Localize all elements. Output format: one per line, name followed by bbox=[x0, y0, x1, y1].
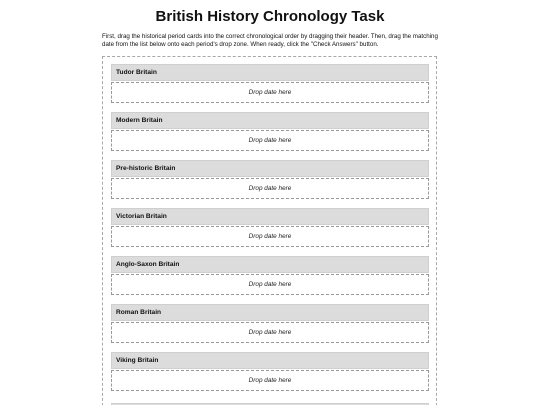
period-cards-container bbox=[102, 56, 437, 405]
period-card-header[interactable]: Tudor Britain bbox=[111, 64, 429, 81]
period-card-header[interactable]: Anglo-Saxon Britain bbox=[111, 256, 429, 273]
period-card-prehistoric bbox=[111, 160, 429, 199]
page-title: British History Chronology Task bbox=[155, 8, 385, 25]
date-drop-zone[interactable]: Drop date here bbox=[111, 226, 429, 247]
period-card-tudor bbox=[111, 64, 429, 103]
date-drop-zone[interactable]: Drop date here bbox=[111, 370, 429, 391]
date-drop-zone[interactable]: Drop date here bbox=[111, 178, 429, 199]
date-drop-zone[interactable]: Drop date here bbox=[111, 130, 429, 151]
date-drop-zone[interactable]: Drop date here bbox=[111, 274, 429, 295]
period-card-header[interactable]: Pre-historic Britain bbox=[111, 160, 429, 177]
period-card-modern bbox=[111, 112, 429, 151]
period-card-viking bbox=[111, 352, 429, 391]
period-card-header[interactable]: Victorian Britain bbox=[111, 208, 429, 225]
period-card-roman bbox=[111, 304, 429, 343]
instructions-text: First, drag the historical period cards into the correct chronological order by dragging their header. Then, drag the matching date from the list below onto each period's drop zone. When ready, click the "Check Answers" button. bbox=[102, 33, 438, 49]
period-card-anglo-saxon bbox=[111, 256, 429, 295]
date-drop-zone[interactable]: Drop date here bbox=[111, 322, 429, 343]
period-card-header[interactable]: Viking Britain bbox=[111, 352, 429, 369]
period-card-header[interactable]: Roman Britain bbox=[111, 304, 429, 321]
period-card-victorian bbox=[111, 208, 429, 247]
date-drop-zone[interactable]: Drop date here bbox=[111, 82, 429, 103]
period-card-header[interactable]: Modern Britain bbox=[111, 112, 429, 129]
